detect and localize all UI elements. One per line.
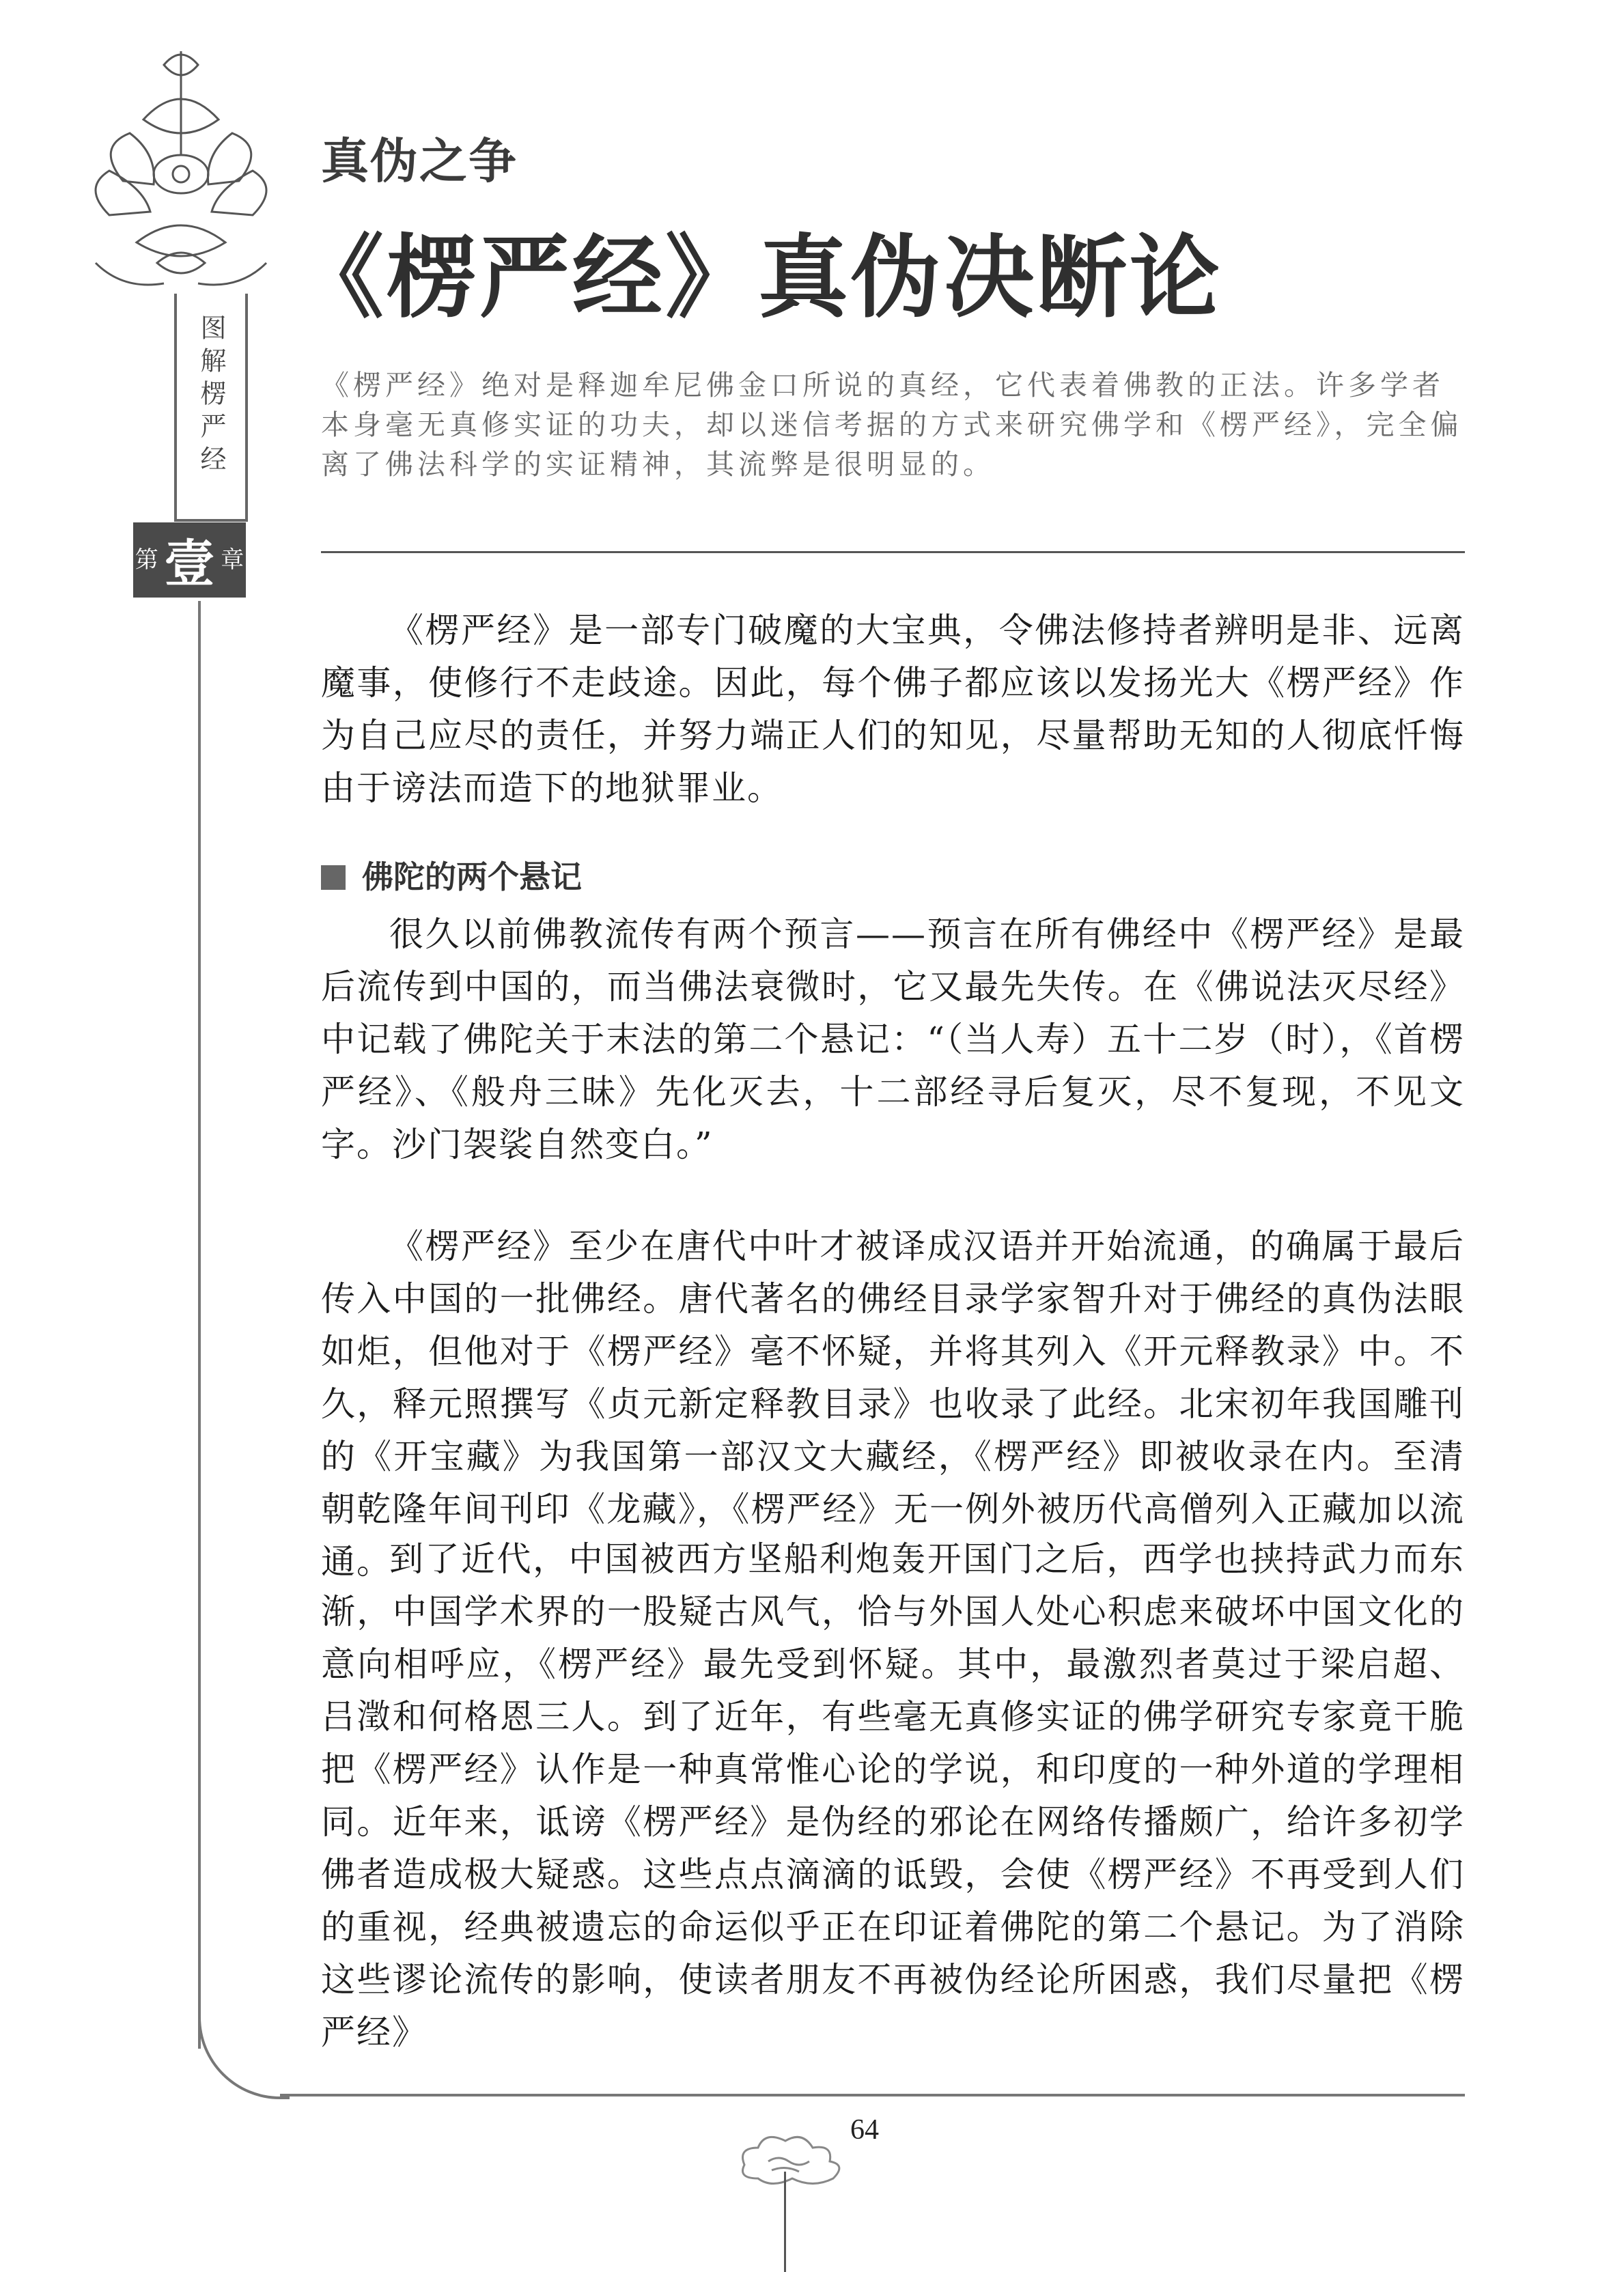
chapter-badge <box>133 522 246 598</box>
intro-paragraph: 《楞严经》绝对是释迦牟尼佛金口所说的真经，它代表着佛教的正法。许多学者本身毫无真修实证的功夫，却以迷信考据的方式来研究佛学和《楞严经》，完全偏离了佛法科学的实证精神，其流弊是很明显的。 <box>321 369 1463 481</box>
chapter-suffix: 章 <box>221 546 244 574</box>
body-paragraph-1: 《楞严经》是一部专门破魔的大宝典，令佛法修持者辨明是非、远离魔事，使修行不走歧途。因此，每个佛子都应该以发扬光大《楞严经》作为自己应尽的责任，并努力端正人们的知见，尽量帮助无知的人彻底忏悔由于谤法而造下的地狱罪业。 <box>321 611 1465 808</box>
margin-curve <box>198 1980 290 2099</box>
section-label: 真伪之争 <box>321 133 518 189</box>
chapter-number: 壹 <box>164 535 215 593</box>
page-number: 64 <box>850 2114 879 2146</box>
cloud-ornament-icon <box>731 2124 860 2206</box>
chapter-prefix: 第 <box>135 546 158 574</box>
book-side-tab <box>174 294 248 522</box>
bottom-rule <box>280 2094 1465 2096</box>
subheading <box>321 852 582 897</box>
intro-divider <box>321 551 1465 553</box>
body-paragraph-4: 到了近代，中国被西方坚船利炮轰开国门之后，西学也挟持武力而东渐，中国学术界的一股疑古风气，恰与外国人处心积虑来破坏中国文化的意向相呼应，《楞严经》最先受到怀疑。其中，最激烈者莫过于梁启超、吕澂和何格恩三人。到了近年，有些毫无真修实证的佛学研究专家竟干脆把《楞严经》认作是一种真常惟心论的学说，和印度的一种外道的学理相同。近年来，诋谤《楞严经》是伪经的邪论在网络传播颇广，给许多初学佛者造成极大疑惑。这些点点滴滴的诋毁，会使《楞严经》不再受到人们的重视，经典被遗忘的命运似乎正在印证着佛陀的第二个悬记。为了消除这些谬论流传的影响，使读者朋友不再被伪经论所困惑，我们尽量把《楞严经》 <box>321 1539 1465 2052</box>
book-label: 图解楞严经 <box>196 314 226 478</box>
body-paragraph-3: 《楞严经》至少在唐代中叶才被译成汉语并开始流通，的确属于最后传入中国的一批佛经。唐代著名的佛经目录学家智升对于佛经的真伪法眼如炬，但他对于《楞严经》毫不怀疑，并将其列入《开元释教录》中。不久，释元照撰写《贞元新定释教目录》也收录了此经。北宋初年我国雕刊的《开宝藏》为我国第一部汉文大藏经，《楞严经》即被收录在内。至清朝乾隆年间刊印《龙藏》，《楞严经》无一例外被历代高僧列入正藏加以流通。 <box>321 1226 1465 1582</box>
lotus-vajra-ornament-icon <box>82 38 280 290</box>
margin-rule <box>198 601 201 2049</box>
page-title: 《楞严经》真伪决断论 <box>294 225 1222 331</box>
square-bullet-icon <box>321 865 346 890</box>
subheading-text: 佛陀的两个悬记 <box>362 858 582 895</box>
body-paragraph-2: 很久以前佛教流传有两个预言——预言在所有佛经中《楞严经》是最后流传到中国的，而当佛法衰微时，它又最先失传。在《佛说法灭尽经》中记载了佛陀关于末法的第二个悬记：“（当人寿）五十二岁（时），《首楞严经》、《般舟三昧》先化灭去，十二部经寻后复灭，尽不复现，不见文字。沙门袈裟自然变白。” <box>321 914 1465 1164</box>
footer-line <box>784 2172 786 2272</box>
